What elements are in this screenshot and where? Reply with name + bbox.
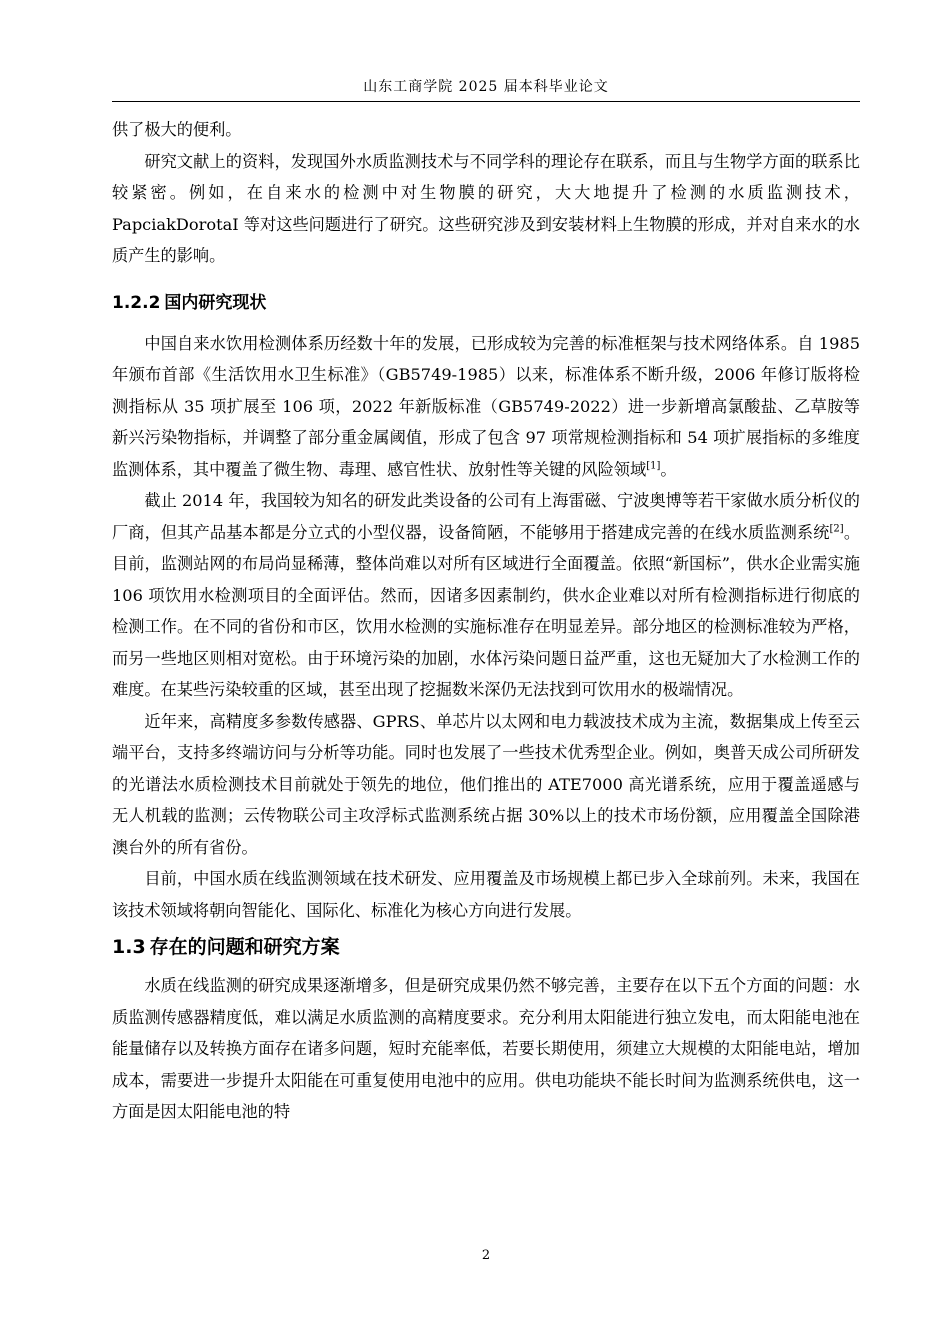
- paragraph-future: 目前，中国水质在线监测领域在技术研发、应用覆盖及市场规模上都已步入全球前列。未来，我国在该技术领域将朝向智能化、国际化、标准化为核心方向进行发展。: [112, 869, 860, 920]
- paragraph-continuation: 供了极大的便利。: [112, 120, 242, 139]
- section-title: 存在的问题和研究方案: [149, 936, 340, 958]
- paragraph-domestic-devices: [112, 485, 860, 706]
- page-number: 2: [481, 1248, 491, 1263]
- citation-2[interactable]: [2]: [829, 523, 844, 535]
- paragraph-end: 。: [660, 459, 677, 479]
- section-number: 1.3: [112, 936, 146, 958]
- paragraph-text: 截止 2014 年，我国较为知名的研发此类设备的公司有上海雷磁、宁波奥博等若干家做水质分析仪的厂商，但其产品基本都是分立式的小型仪器，设备简陋，不能够用于搭建成完善的在线水质监测系统: [112, 491, 860, 542]
- paragraph-recent-tech: 近年来，高精度多参数传感器、GPRS、单芯片以太网和电力载波技术成为主流，数据集成上传至云端平台，支持多终端访问与分析等功能。同时也发展了一些技术优秀型企业。例如，奥普天成公司所研发的光谱法水质检测技术目前就处于领先的地位，他们推出的 ATE7000 高光谱系统，应用于覆盖遥感与无人机载的监测；云传物联公司主攻浮标式监测系统占据 30%以上的技术市场份额，应用覆盖全国除港澳台外的所有省份。: [112, 711, 860, 857]
- section-heading-1-2-2: [112, 291, 860, 315]
- section-title: 国内研究现状: [164, 292, 267, 313]
- header-divider: [112, 101, 860, 102]
- document-body: [112, 114, 860, 1128]
- citation-1[interactable]: [1]: [646, 460, 661, 472]
- paragraph-foreign-research: 研究文献上的资料，发现国外水质监测技术与不同学科的理论存在联系，而且与生物学方面的联系比较紧密。例如，在自来水的检测中对生物膜的研究，大大地提升了检测的水质监测技术，PapciakDorotaI 等对这些问题进行了研究。这些研究涉及到安装材料上生物膜的形成，并对自来水的水质产生的影响。: [112, 151, 860, 265]
- paragraph-text-continued: 。目前，监测站网的布局尚显稀薄，整体尚难以对所有区域进行全面覆盖。依照“新国标”，供水企业需实施 106 项饮用水检测项目的全面评估。然而，因诸多因素制约，供水企业难以对所有检测指标进行彻底的检测工作。在不同的省份和市区，饮用水检测的实施标准存在明显差异。部分地区的检测标准较为严格，而另一些地区则相对宽松。由于环境污染的加剧，水体污染问题日益严重，这也无疑加大了水检测工作的难度。在某些污染较重的区域，甚至出现了挖掘数米深仍无法找到可饮用水的极端情况。: [112, 522, 861, 699]
- paragraph-problems: 水质在线监测的研究成果逐渐增多，但是研究成果仍然不够完善，主要存在以下五个方面的问题：水质监测传感器精度低，难以满足水质监测的高精度要求。充分利用太阳能进行独立发电，而太阳能电池在能量储存以及转换方面存在诸多问题，短时充能率低，若要长期使用，须建立大规模的太阳能电站，增加成本，需要进一步提升太阳能在可重复使用电池中的应用。供电功能块不能长时间为监测系统供电，这一方面是因太阳能电池的特: [112, 976, 860, 1121]
- section-heading-1-3: [112, 934, 860, 960]
- paragraph-text: 中国自来水饮用检测体系历经数十年的发展，已形成较为完善的标准框架与技术网络体系。自 1985 年颁布首部《生活饮用水卫生标准》（GB5749-1985）以来，标准体系不断升级，2006 年修订版将检测指标从 35 项扩展至 106 项，2022 年新版标准（GB5749-2022）进一步新增高氯酸盐、乙草胺等新兴污染物指标，并调整了部分重金属阈值，形成了包含 97 项常规检测指标和 54 项扩展指标的多维度监测体系，其中覆盖了微生物、毒理、感官性状、放射性等关键的风险领域: [112, 333, 860, 479]
- section-number: 1.2.2: [112, 292, 161, 313]
- paragraph-domestic-standards: [112, 328, 860, 486]
- page-header: 山东工商学院 2025 届本科毕业论文: [363, 79, 609, 95]
